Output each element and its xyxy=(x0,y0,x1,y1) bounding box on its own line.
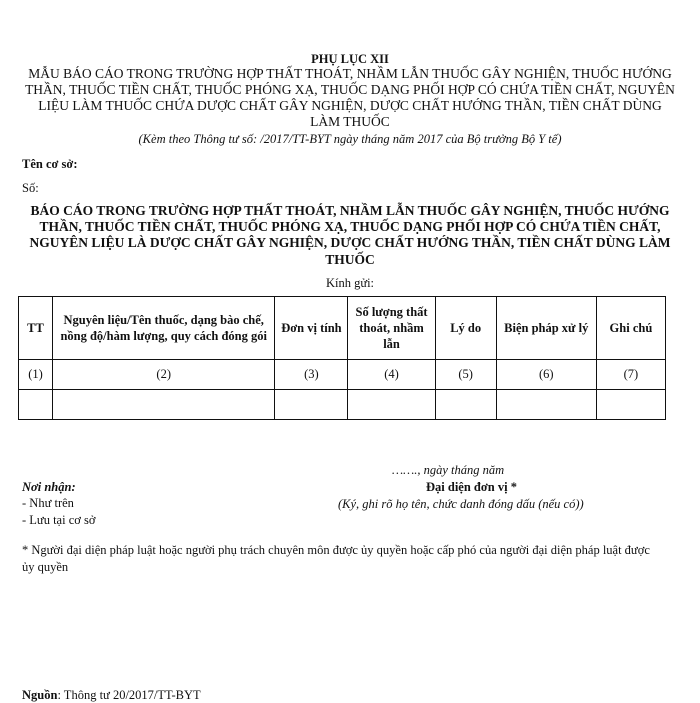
empty-cell xyxy=(496,390,596,420)
empty-data-row xyxy=(19,390,666,420)
source-label: Nguồn xyxy=(22,688,58,702)
report-title: BÁO CÁO TRONG TRƯỜNG HỢP THẤT THOÁT, NHẦM LẪN THUỐC GÂY NGHIỆN, THUỐC HƯỚNG THẦN, THUỐC TIỀN CHẤT, THUỐC PHÓNG XẠ, THUỐC DẠNG PHỐI HỢP CÓ CHỨA TIỀN CHẤT, NGUYÊN LIỆU LÀ DƯỢC CHẤT GÂY NGHIỆN, DƯỢC CHẤT HƯỚNG THẦN, TIỀN CHẤT DÙNG LÀM THUỐC xyxy=(29,203,671,267)
signature-instruction: (Ký, ghi rõ họ tên, chức danh đóng dấu (nếu có)) xyxy=(338,497,584,511)
facility-name-label: Tên cơ sở: xyxy=(22,157,78,171)
empty-cell xyxy=(275,390,348,420)
header-cell-index: TT xyxy=(19,297,53,360)
date-line: ……., ngày tháng năm xyxy=(392,463,505,477)
column-number: (7) xyxy=(596,360,665,390)
recipients-heading: Nơi nhận: xyxy=(22,480,76,494)
empty-cell xyxy=(596,390,665,420)
recipient-item: - Lưu tại cơ sở xyxy=(22,513,96,527)
empty-cell xyxy=(435,390,496,420)
column-number: (1) xyxy=(19,360,53,390)
footnote: * Người đại diện pháp luật hoặc người phụ trách chuyên môn được ủy quyền hoặc cấp phó của người đại diện pháp luật được ủy quyền xyxy=(22,543,650,574)
column-number: (2) xyxy=(53,360,275,390)
empty-cell xyxy=(348,390,435,420)
header-cell-unit: Đơn vị tính xyxy=(275,297,348,360)
circular-reference: (Kèm theo Thông tư số: /2017/TT-BYT ngày tháng năm 2017 của Bộ trưởng Bộ Y tế) xyxy=(138,132,562,146)
source-text: : Thông tư 20/2017/TT-BYT xyxy=(57,688,201,702)
representative-title: Đại diện đơn vị * xyxy=(426,480,517,494)
recipient-item: - Như trên xyxy=(22,496,74,510)
appendix-title: PHỤ LỤC XII xyxy=(311,52,389,66)
column-number-row xyxy=(19,360,666,390)
table-header-row xyxy=(19,297,666,360)
header-cell-material: Nguyên liệu/Tên thuốc, dạng bào chế, nồng độ/hàm lượng, quy cách đóng gói xyxy=(53,297,275,360)
header-cell-notes: Ghi chú xyxy=(596,297,665,360)
column-number: (6) xyxy=(496,360,596,390)
column-number: (4) xyxy=(348,360,435,390)
empty-cell xyxy=(53,390,275,420)
column-number: (3) xyxy=(275,360,348,390)
header-cell-measures: Biện pháp xử lý xyxy=(496,297,596,360)
report-table xyxy=(18,296,666,420)
source-line xyxy=(22,688,201,703)
salutation: Kính gửi: xyxy=(325,276,375,290)
header-cell-reason: Lý do xyxy=(435,297,496,360)
column-number: (5) xyxy=(435,360,496,390)
form-title: MẪU BÁO CÁO TRONG TRƯỜNG HỢP THẤT THOÁT, NHẦM LẪN THUỐC GÂY NGHIỆN, THUỐC HƯỚNG THẦN, THUỐC TIỀN CHẤT, THUỐC PHÓNG XẠ, THUỐC DẠNG PHỐI HỢP CÓ CHỨA TIỀN CHẤT, NGUYÊN LIỆU LÀM THUỐC CHỨA DƯỢC CHẤT GÂY NGHIỆN, DƯỢC CHẤT HƯỚNG THẦN, TIỀN CHẤT DÙNG LÀM THUỐC xyxy=(25,66,675,129)
empty-cell xyxy=(19,390,53,420)
document-number-label: Số: xyxy=(22,181,39,195)
header-cell-quantity: Số lượng thất thoát, nhầm lẫn xyxy=(348,297,435,360)
